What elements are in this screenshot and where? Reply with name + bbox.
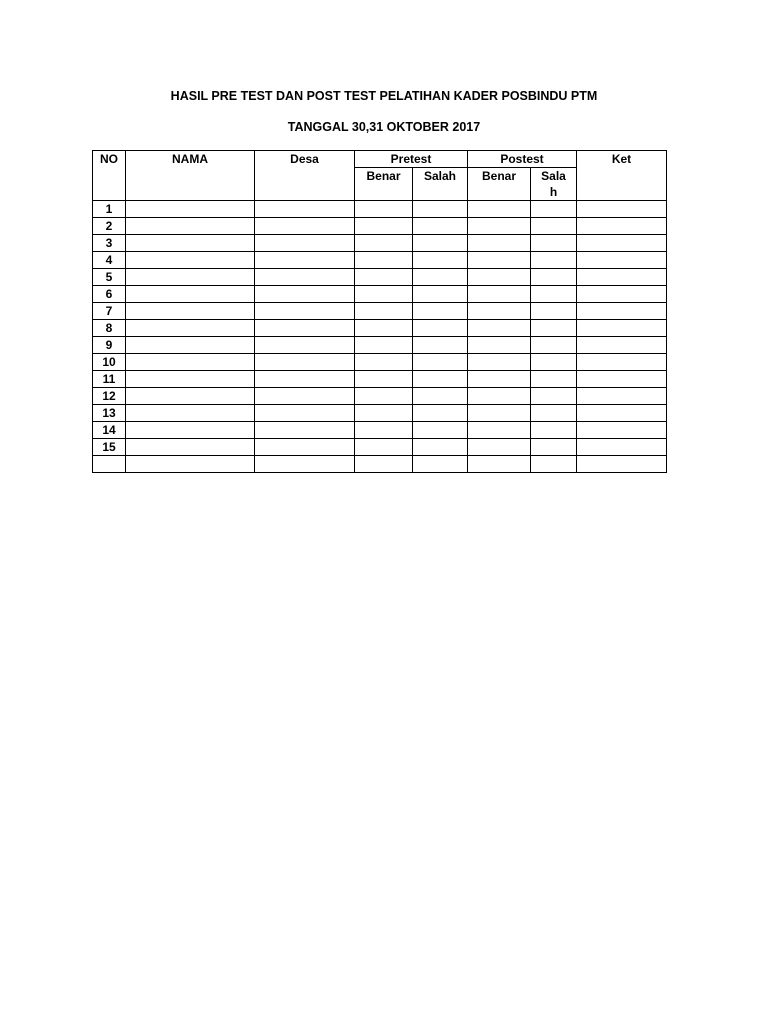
results-table <box>92 150 667 473</box>
cell-postest-salah <box>531 371 577 388</box>
cell-no: 12 <box>93 388 126 405</box>
cell-ket <box>577 235 667 252</box>
cell-postest-salah <box>531 218 577 235</box>
cell-postest-benar <box>468 252 531 269</box>
table-row <box>93 269 667 286</box>
table-row <box>93 201 667 218</box>
cell-pretest-salah <box>413 405 468 422</box>
cell-pretest-salah <box>413 218 468 235</box>
cell-pretest-benar <box>355 286 413 303</box>
cell-ket <box>577 269 667 286</box>
cell-postest-benar <box>468 439 531 456</box>
table-row <box>93 439 667 456</box>
table-row <box>93 354 667 371</box>
cell-postest-benar <box>468 320 531 337</box>
cell-postest-salah <box>531 422 577 439</box>
cell-pretest-salah <box>413 456 468 473</box>
cell-no: 9 <box>93 337 126 354</box>
cell-postest-salah <box>531 456 577 473</box>
cell-no: 11 <box>93 371 126 388</box>
cell-no: 6 <box>93 286 126 303</box>
cell-pretest-salah <box>413 320 468 337</box>
header-pretest-salah: Salah <box>413 168 468 201</box>
cell-pretest-benar <box>355 456 413 473</box>
cell-no: 8 <box>93 320 126 337</box>
cell-nama <box>126 456 255 473</box>
cell-pretest-benar <box>355 439 413 456</box>
table-row <box>93 388 667 405</box>
cell-ket <box>577 388 667 405</box>
cell-no: 13 <box>93 405 126 422</box>
cell-nama <box>126 201 255 218</box>
cell-postest-benar <box>468 218 531 235</box>
table-body <box>93 201 667 473</box>
cell-pretest-benar <box>355 235 413 252</box>
cell-pretest-benar <box>355 252 413 269</box>
cell-ket <box>577 354 667 371</box>
cell-desa <box>255 439 355 456</box>
cell-pretest-benar <box>355 201 413 218</box>
cell-desa <box>255 218 355 235</box>
cell-pretest-benar <box>355 354 413 371</box>
cell-pretest-benar <box>355 320 413 337</box>
table-row <box>93 218 667 235</box>
header-postest-salah: Salah <box>531 168 577 201</box>
cell-pretest-salah <box>413 422 468 439</box>
cell-ket <box>577 439 667 456</box>
cell-postest-salah <box>531 354 577 371</box>
cell-desa <box>255 371 355 388</box>
cell-no: 10 <box>93 354 126 371</box>
cell-postest-salah <box>531 286 577 303</box>
cell-postest-salah <box>531 201 577 218</box>
cell-nama <box>126 422 255 439</box>
cell-pretest-salah <box>413 235 468 252</box>
cell-postest-benar <box>468 337 531 354</box>
cell-pretest-benar <box>355 422 413 439</box>
cell-ket <box>577 252 667 269</box>
cell-ket <box>577 422 667 439</box>
header-pretest-benar: Benar <box>355 168 413 201</box>
document-date: TANGGAL 30,31 OKTOBER 2017 <box>287 120 481 134</box>
cell-ket <box>577 456 667 473</box>
cell-desa <box>255 320 355 337</box>
cell-nama <box>126 354 255 371</box>
cell-postest-benar <box>468 388 531 405</box>
cell-desa <box>255 235 355 252</box>
cell-ket <box>577 405 667 422</box>
cell-postest-benar <box>468 235 531 252</box>
table-row <box>93 405 667 422</box>
cell-ket <box>577 371 667 388</box>
cell-pretest-salah <box>413 303 468 320</box>
header-desa: Desa <box>255 151 355 201</box>
cell-postest-benar <box>468 286 531 303</box>
table-row <box>93 456 667 473</box>
cell-nama <box>126 439 255 456</box>
document-title: HASIL PRE TEST DAN POST TEST PELATIHAN KADER POSBINDU PTM <box>170 89 598 103</box>
cell-pretest-salah <box>413 252 468 269</box>
cell-desa <box>255 354 355 371</box>
cell-postest-salah <box>531 337 577 354</box>
cell-desa <box>255 252 355 269</box>
cell-nama <box>126 252 255 269</box>
cell-no: 1 <box>93 201 126 218</box>
header-no: NO <box>93 151 126 201</box>
header-ket: Ket <box>577 151 667 201</box>
cell-postest-salah <box>531 252 577 269</box>
cell-desa <box>255 286 355 303</box>
cell-pretest-salah <box>413 337 468 354</box>
cell-ket <box>577 337 667 354</box>
table-row <box>93 371 667 388</box>
cell-no: 2 <box>93 218 126 235</box>
cell-nama <box>126 269 255 286</box>
cell-pretest-benar <box>355 388 413 405</box>
cell-desa <box>255 388 355 405</box>
table-row <box>93 320 667 337</box>
cell-postest-salah <box>531 439 577 456</box>
cell-ket <box>577 320 667 337</box>
cell-pretest-salah <box>413 201 468 218</box>
cell-pretest-benar <box>355 218 413 235</box>
header-pretest: Pretest <box>355 151 468 168</box>
cell-desa <box>255 405 355 422</box>
cell-nama <box>126 218 255 235</box>
cell-pretest-benar <box>355 269 413 286</box>
cell-postest-benar <box>468 405 531 422</box>
table-row <box>93 422 667 439</box>
cell-desa <box>255 337 355 354</box>
header-row-main <box>93 151 667 168</box>
table-row <box>93 286 667 303</box>
cell-pretest-benar <box>355 405 413 422</box>
cell-no: 4 <box>93 252 126 269</box>
cell-desa <box>255 422 355 439</box>
table-row <box>93 303 667 320</box>
table-row <box>93 252 667 269</box>
header-postest-benar: Benar <box>468 168 531 201</box>
cell-nama <box>126 371 255 388</box>
cell-pretest-salah <box>413 286 468 303</box>
cell-postest-benar <box>468 269 531 286</box>
cell-postest-benar <box>468 422 531 439</box>
cell-desa <box>255 201 355 218</box>
cell-pretest-salah <box>413 354 468 371</box>
cell-postest-benar <box>468 354 531 371</box>
cell-no: 5 <box>93 269 126 286</box>
cell-postest-salah <box>531 320 577 337</box>
cell-ket <box>577 218 667 235</box>
cell-no: 7 <box>93 303 126 320</box>
cell-postest-benar <box>468 456 531 473</box>
cell-no: 14 <box>93 422 126 439</box>
cell-ket <box>577 303 667 320</box>
cell-nama <box>126 337 255 354</box>
cell-pretest-salah <box>413 439 468 456</box>
cell-pretest-salah <box>413 371 468 388</box>
cell-postest-salah <box>531 303 577 320</box>
cell-nama <box>126 405 255 422</box>
cell-nama <box>126 320 255 337</box>
cell-desa <box>255 456 355 473</box>
cell-pretest-benar <box>355 303 413 320</box>
header-postest: Postest <box>468 151 577 168</box>
cell-postest-salah <box>531 235 577 252</box>
cell-nama <box>126 388 255 405</box>
cell-pretest-salah <box>413 269 468 286</box>
cell-nama <box>126 303 255 320</box>
cell-postest-salah <box>531 388 577 405</box>
cell-postest-benar <box>468 371 531 388</box>
header-nama: NAMA <box>126 151 255 201</box>
cell-postest-salah <box>531 269 577 286</box>
table-row <box>93 337 667 354</box>
cell-postest-benar <box>468 201 531 218</box>
cell-desa <box>255 303 355 320</box>
cell-nama <box>126 286 255 303</box>
cell-pretest-salah <box>413 388 468 405</box>
cell-postest-salah <box>531 405 577 422</box>
cell-ket <box>577 201 667 218</box>
cell-pretest-benar <box>355 371 413 388</box>
cell-no: 15 <box>93 439 126 456</box>
cell-no <box>93 456 126 473</box>
cell-postest-benar <box>468 303 531 320</box>
cell-nama <box>126 235 255 252</box>
cell-pretest-benar <box>355 337 413 354</box>
cell-desa <box>255 269 355 286</box>
cell-ket <box>577 286 667 303</box>
table-row <box>93 235 667 252</box>
cell-no: 3 <box>93 235 126 252</box>
